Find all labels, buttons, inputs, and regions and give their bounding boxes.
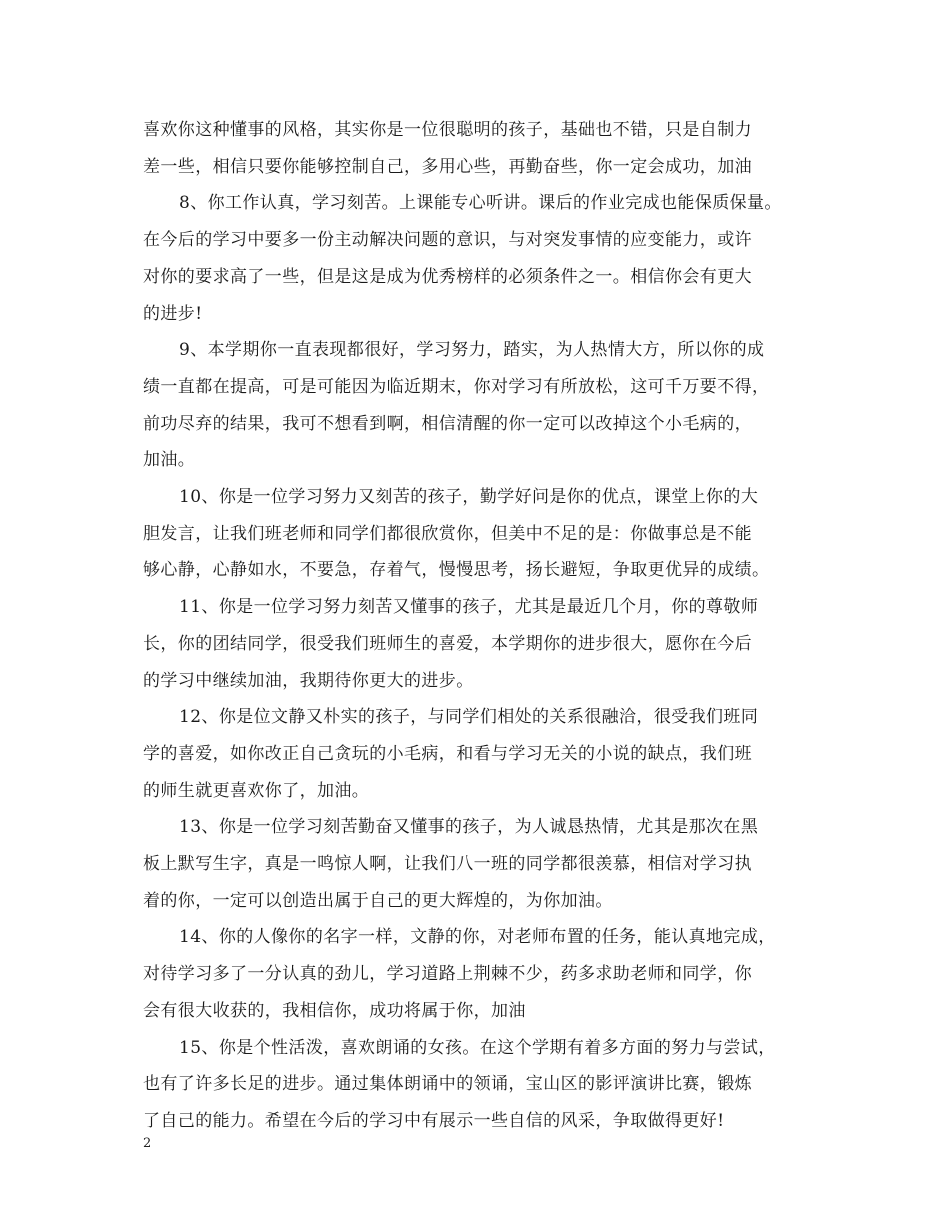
text-line: 前功尽弃的结果，我可不想看到啊，相信清醒的你一定可以改掉这个小毛病的， <box>143 413 752 434</box>
text-line: 也有了许多长足的进步。通过集体朗诵中的领诵，宝山区的影评演讲比赛，锻炼 <box>143 1074 752 1095</box>
paragraph-comment-9 <box>143 332 815 479</box>
text-line: 15、你是个性活泼，喜欢朗诵的女孩。在这个学期有着多方面的努力与尝试， <box>179 1037 776 1058</box>
text-line: 绩一直都在提高，可是可能因为临近期末，你对学习有所放松，这可千万要不得， <box>143 376 770 397</box>
text-line: 胆发言，让我们班老师和同学们都很欣赏你，但美中不足的是：你做事总是不能 <box>143 523 752 544</box>
paragraph-comment-12 <box>143 699 815 809</box>
document-body <box>143 112 815 1140</box>
text-line: 对你的要求高了一些，但是这是成为优秀榜样的必须条件之一。相信你会有更大 <box>143 266 752 287</box>
text-line: 了自己的能力。希望在今后的学习中有展示一些自信的风采，争取做得更好! <box>143 1110 725 1131</box>
text-line: 的进步! <box>143 303 203 324</box>
text-line: 11、你是一位学习努力刻苦又懂事的孩子，尤其是最近几个月，你的尊敬师 <box>179 597 759 618</box>
text-line: 对待学习多了一分认真的劲儿，学习道路上荆棘不少，药多求助老师和同学，你 <box>143 964 752 985</box>
paragraph-comment-11 <box>143 589 815 699</box>
text-line: 14、你的人像你的名字一样，文静的你，对老师布置的任务，能认真地完成， <box>179 927 776 948</box>
text-line: 喜欢你这种懂事的风格，其实你是一位很聪明的孩子，基础也不错，只是自制力 <box>143 120 752 140</box>
paragraph-comment-14 <box>143 919 815 1029</box>
text-line: 长，你的团结同学，很受我们班师生的喜爱，本学期你的进步很大，愿你在今后 <box>143 633 752 654</box>
text-line: 学的喜爱，如你改正自己贪玩的小毛病，和看与学习无关的小说的缺点，我们班 <box>143 743 752 764</box>
paragraph-comment-10 <box>143 479 815 589</box>
text-line: 着的你，一定可以创造出属于自己的更大辉煌的，为你加油。 <box>143 890 613 911</box>
text-line: 12、你是位文静又朴实的孩子，与同学们相处的关系很融洽，很受我们班同 <box>179 707 759 728</box>
text-line: 9、本学期你一直表现都很好，学习努力，踏实，为人热情大方，所以你的成 <box>179 340 765 361</box>
text-line: 的学习中继续加油，我期待你更大的进步。 <box>143 670 474 691</box>
text-line: 会有很大收获的，我相信你，成功将属于你，加油 <box>143 1000 526 1021</box>
text-line: 在今后的学习中要多一份主动解决问题的意识，与对突发事情的应变能力，或许 <box>143 230 752 251</box>
paragraph-comment-15 <box>143 1030 815 1140</box>
text-line: 8、你工作认真，学习刻苦。上课能专心听讲。课后的作业完成也能保质保量。 <box>179 193 782 214</box>
paragraph-comment-8 <box>143 185 815 332</box>
text-line: 差一些，相信只要你能够控制自己，多用心些，再勤奋些，你一定会成功，加油 <box>143 156 752 177</box>
text-line: 13、你是一位学习刻苦勤奋又懂事的孩子，为人诚恳热情，尤其是那次在黑 <box>179 817 759 838</box>
page-number: 2 <box>143 1136 152 1151</box>
text-line: 10、你是一位学习努力又刻苦的孩子，勤学好问是你的优点，课堂上你的大 <box>179 487 759 508</box>
paragraph-comment-13 <box>143 809 815 919</box>
text-line: 够心静，心静如水，不要急，存着气，慢慢思考，扬长避短，争取更优异的成绩。 <box>143 560 770 581</box>
text-line: 加油。 <box>143 450 196 471</box>
paragraph-continuation <box>143 112 815 185</box>
text-line: 的师生就更喜欢你了，加油。 <box>143 780 370 801</box>
text-line: 板上默写生字，真是一鸣惊人啊，让我们八一班的同学都很羡慕，相信对学习执 <box>143 854 752 875</box>
